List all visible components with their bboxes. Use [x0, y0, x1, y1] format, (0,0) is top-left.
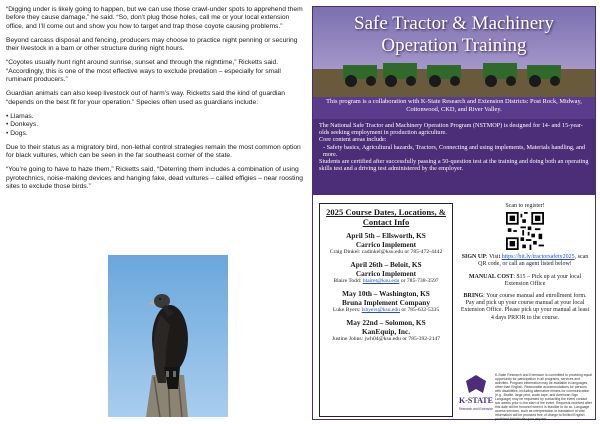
session-date: May 22nd – Solomon, KS — [346, 318, 426, 327]
article-paragraph: Guardian animals can also keep livestock out of harm’s way. Ricketts said the kind of guardian “depends on the best fit for your operation.” Species often used as guardians include: — [6, 90, 285, 106]
signup-info — [459, 254, 591, 268]
contact-name: Blaire Todd: — [333, 278, 362, 284]
kstate-logo — [459, 373, 493, 415]
signup-link[interactable]: https://bit.ly/tractorsafety2025 — [501, 254, 575, 261]
session-date: April 26th – Beloit, KS — [350, 260, 422, 269]
signup-label: SIGN UP — [461, 254, 486, 261]
flyer-subtitle: This program is a collaboration with K-State Research and Extension Districts: Post Rock, Midway, Cottonwood, CKD, and River Valley. — [326, 98, 582, 113]
equal-opportunity-disclaimer: K-State Research and Extension is committed to providing equal opportunity for participation in all programs, services and activities. Program information may be available in languages other than English. Reasonable accommodations for persons with disabilities, including alternative means for communication (e.g., Braille, large print, audio tape, and American Sign Language) may be requested by contacting the event contact two weeks prior to the start of the event. Requests received after this date will be honored when it is feasible to do so. Language access services, such as interpretation or translation of vital information will be provided free of charge to limited English proficient individuals upon request. — [495, 373, 592, 421]
session-venue: Carrico Implement — [355, 239, 417, 249]
session-date: May 10th – Washington, KS — [342, 289, 430, 298]
flyer-title-line2: Operation Training — [381, 35, 527, 56]
session-contact — [324, 336, 448, 343]
list-item: - Safety basics, Agricultural hazards, Tractors, Connecting and using implements, Materials handling, and more. — [323, 144, 589, 158]
info-intro: The National Safe Tractor and Machinery Operation Program (NSTMOP) is designed for 14- and 15-year-olds seeking employment in production agriculture. — [319, 122, 583, 137]
registration-column — [459, 203, 591, 327]
bring-text: : Your course manual and enrollment form. Pay and pick up your course manual at your local Extension Office. Please pick up your manual at least 4 days PRIOR to the course. — [460, 293, 590, 321]
session-contact — [324, 278, 448, 285]
bring-info — [459, 293, 591, 322]
article-paragraph: “You’re going to have to haze them,” Ricketts said. “Deterring them includes a combination of using pyrotechnics, noise-making devices and hanging fake, dead vultures – called effigies – near roosting sites to exclude those birds.” — [6, 166, 303, 191]
list-item: • Llamas. — [6, 113, 308, 121]
signup-text-pre: : Visit — [485, 254, 501, 261]
hero-image — [313, 7, 595, 97]
contact-name: Justine Johns: — [331, 336, 364, 342]
program-info-box — [313, 119, 595, 195]
contact-phone: or 785-472-4442 — [404, 249, 443, 255]
contact-email[interactable]: jwh04@ksu.edu — [364, 336, 401, 342]
article-text — [6, 6, 308, 197]
session-item — [324, 261, 448, 285]
info-core-label: Core content areas include: — [319, 136, 387, 144]
session-contact — [324, 307, 448, 314]
vulture-photo — [108, 255, 228, 417]
logo-subtext: Research and Extension — [459, 407, 493, 411]
article-paragraph: Due to their status as a migratory bird, non-lethal control strategies remain the most common option for black vultures, which can be seen in the far southeast corner of the state. — [6, 143, 301, 160]
article-paragraph: “Digging under is likely going to happen, but we can use those crawl-under spots to apprehend them before they cause damage,” he said. “So, don’t plug those holes, call me or your local extension office, and I’ll come out and show you how to target and trap those coyote causing problems.” — [6, 6, 303, 30]
contact-phone: or 785-392-2147 — [402, 336, 441, 342]
course-dates-title: 2025 Course Dates, Locations, & Contact Info — [326, 207, 446, 227]
contact-email[interactable]: blairet@ksu.edu — [362, 278, 400, 284]
manual-text: : $15 – Pick up at your local Extension Office — [504, 273, 582, 287]
logo-text: K-STATE — [459, 396, 493, 405]
guardian-list — [6, 113, 308, 138]
session-contact — [324, 249, 448, 256]
session-item — [324, 319, 448, 343]
contact-name: Luke Byers: — [332, 307, 361, 313]
course-dates-box — [319, 203, 453, 417]
contact-name: Craig Dinkel: — [329, 249, 361, 255]
session-item — [324, 290, 448, 314]
session-venue: KanEquip, Inc. — [361, 326, 411, 336]
session-venue: Carrico Implement — [355, 268, 417, 278]
bring-label: BRING — [463, 293, 484, 300]
contact-email[interactable]: lsbyers@ksu.edu — [361, 307, 400, 313]
manual-label: MANUAL COST — [468, 273, 514, 280]
list-item: • Donkeys. — [6, 121, 308, 129]
session-date: April 5th – Ellsworth, KS — [346, 231, 426, 240]
session-item — [324, 232, 448, 256]
qr-code-icon[interactable] — [506, 212, 544, 250]
info-certification: Students are certified after successfully passing a 50-question test at the training and doing both an operating skills test and a driving test administered by the employer. — [319, 158, 589, 173]
scan-label: Scan to register! — [505, 203, 545, 209]
contact-phone: or 785-738-3597 — [400, 278, 439, 284]
list-item: • Dogs. — [6, 130, 308, 138]
tractor-safety-flyer — [312, 6, 596, 420]
flyer-title-line1: Safe Tractor & Machinery — [354, 13, 554, 34]
contact-phone: or 785-632-5335 — [401, 307, 440, 313]
article-paragraph: Beyond carcass disposal and fencing, producers may choose to practice night penning or securing their livestock in a barn or other structure during night hours. — [6, 36, 298, 53]
session-venue: Bruna Implement Company — [342, 297, 430, 307]
core-content-list — [319, 144, 589, 158]
signup-text-post: , scan QR code, or call an agent listed below! — [478, 254, 589, 268]
contact-email[interactable]: cadinkel@ksu.edu — [361, 249, 404, 255]
manual-cost-info — [459, 274, 591, 288]
article-paragraph: “Coyotes usually hunt right around sunrise, sunset and through the nighttime,” Ricketts said. “Accordingly, this is one of the most effective ways to exclude predation – especially for small ruminant producers.” — [6, 59, 281, 84]
